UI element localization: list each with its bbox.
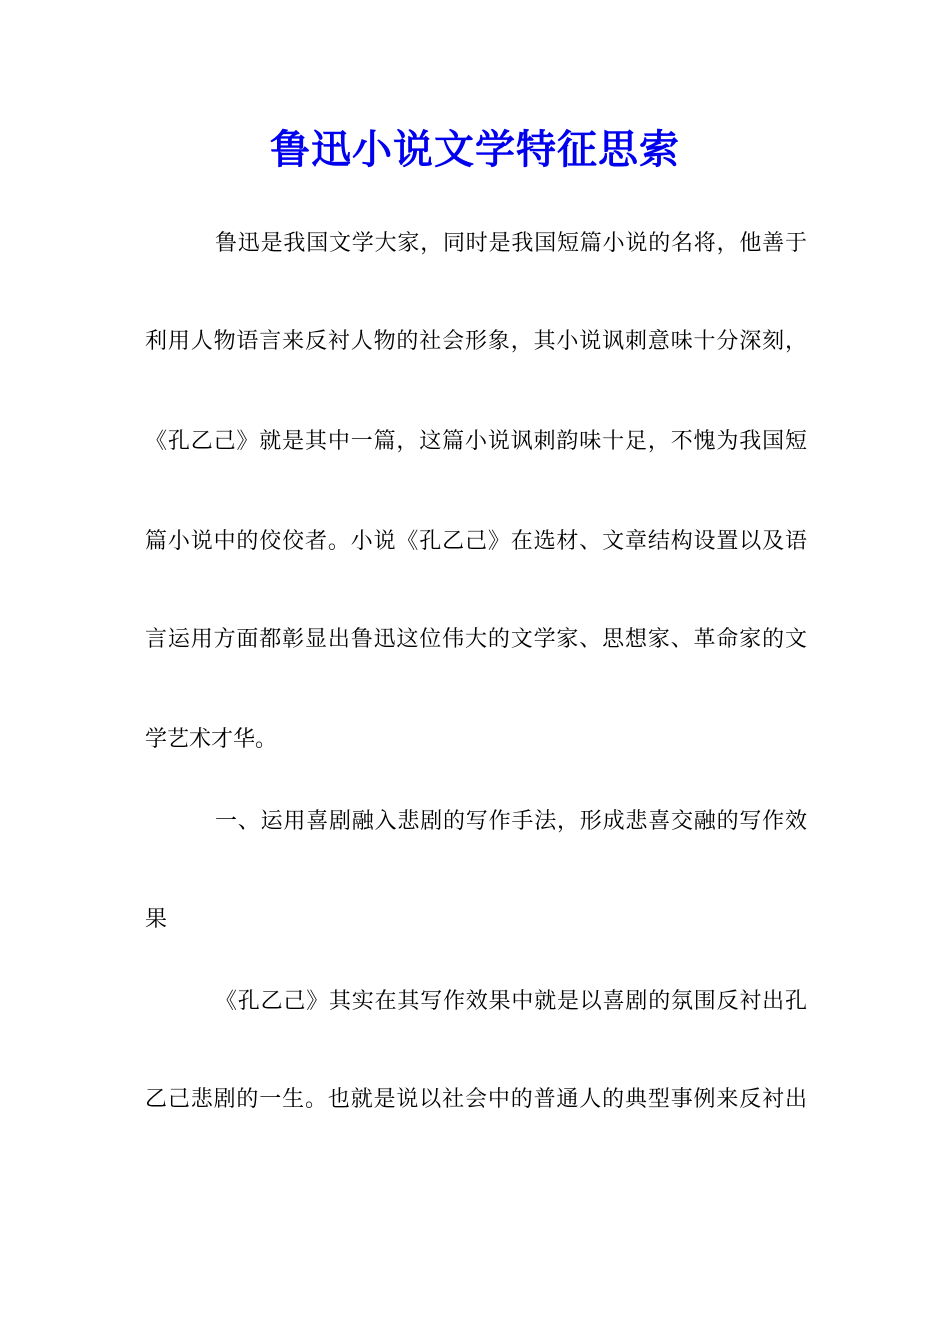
paragraph-line: 篇小说中的佼佼者。小说《孔乙己》在选材、文章结构设置以及语 (145, 529, 807, 554)
paragraph-line: 鲁迅是我国文学大家，同时是我国短篇小说的名将，他善于 (215, 231, 807, 256)
document-title: 鲁迅小说文学特征思索 (270, 126, 680, 173)
section-heading-line: 果 (145, 907, 168, 932)
paragraph-line: 学艺术才华。 (145, 727, 278, 752)
paragraph-line: 《孔乙己》其实在其写作效果中就是以喜剧的氛围反衬出孔 (215, 989, 807, 1014)
paragraph-line: 利用人物语言来反衬人物的社会形象，其小说讽刺意味十分深刻， (145, 329, 807, 354)
section-heading-line: 一、运用喜剧融入悲剧的写作手法，形成悲喜交融的写作效 (215, 809, 807, 834)
paragraph-line: 乙己悲剧的一生。也就是说以社会中的普通人的典型事例来反衬出 (145, 1087, 807, 1112)
paragraph-line: 《孔乙己》就是其中一篇，这篇小说讽刺韵味十足，不愧为我国短 (145, 429, 807, 454)
paragraph-line: 言运用方面都彰显出鲁迅这位伟大的文学家、思想家、革命家的文 (145, 627, 807, 652)
